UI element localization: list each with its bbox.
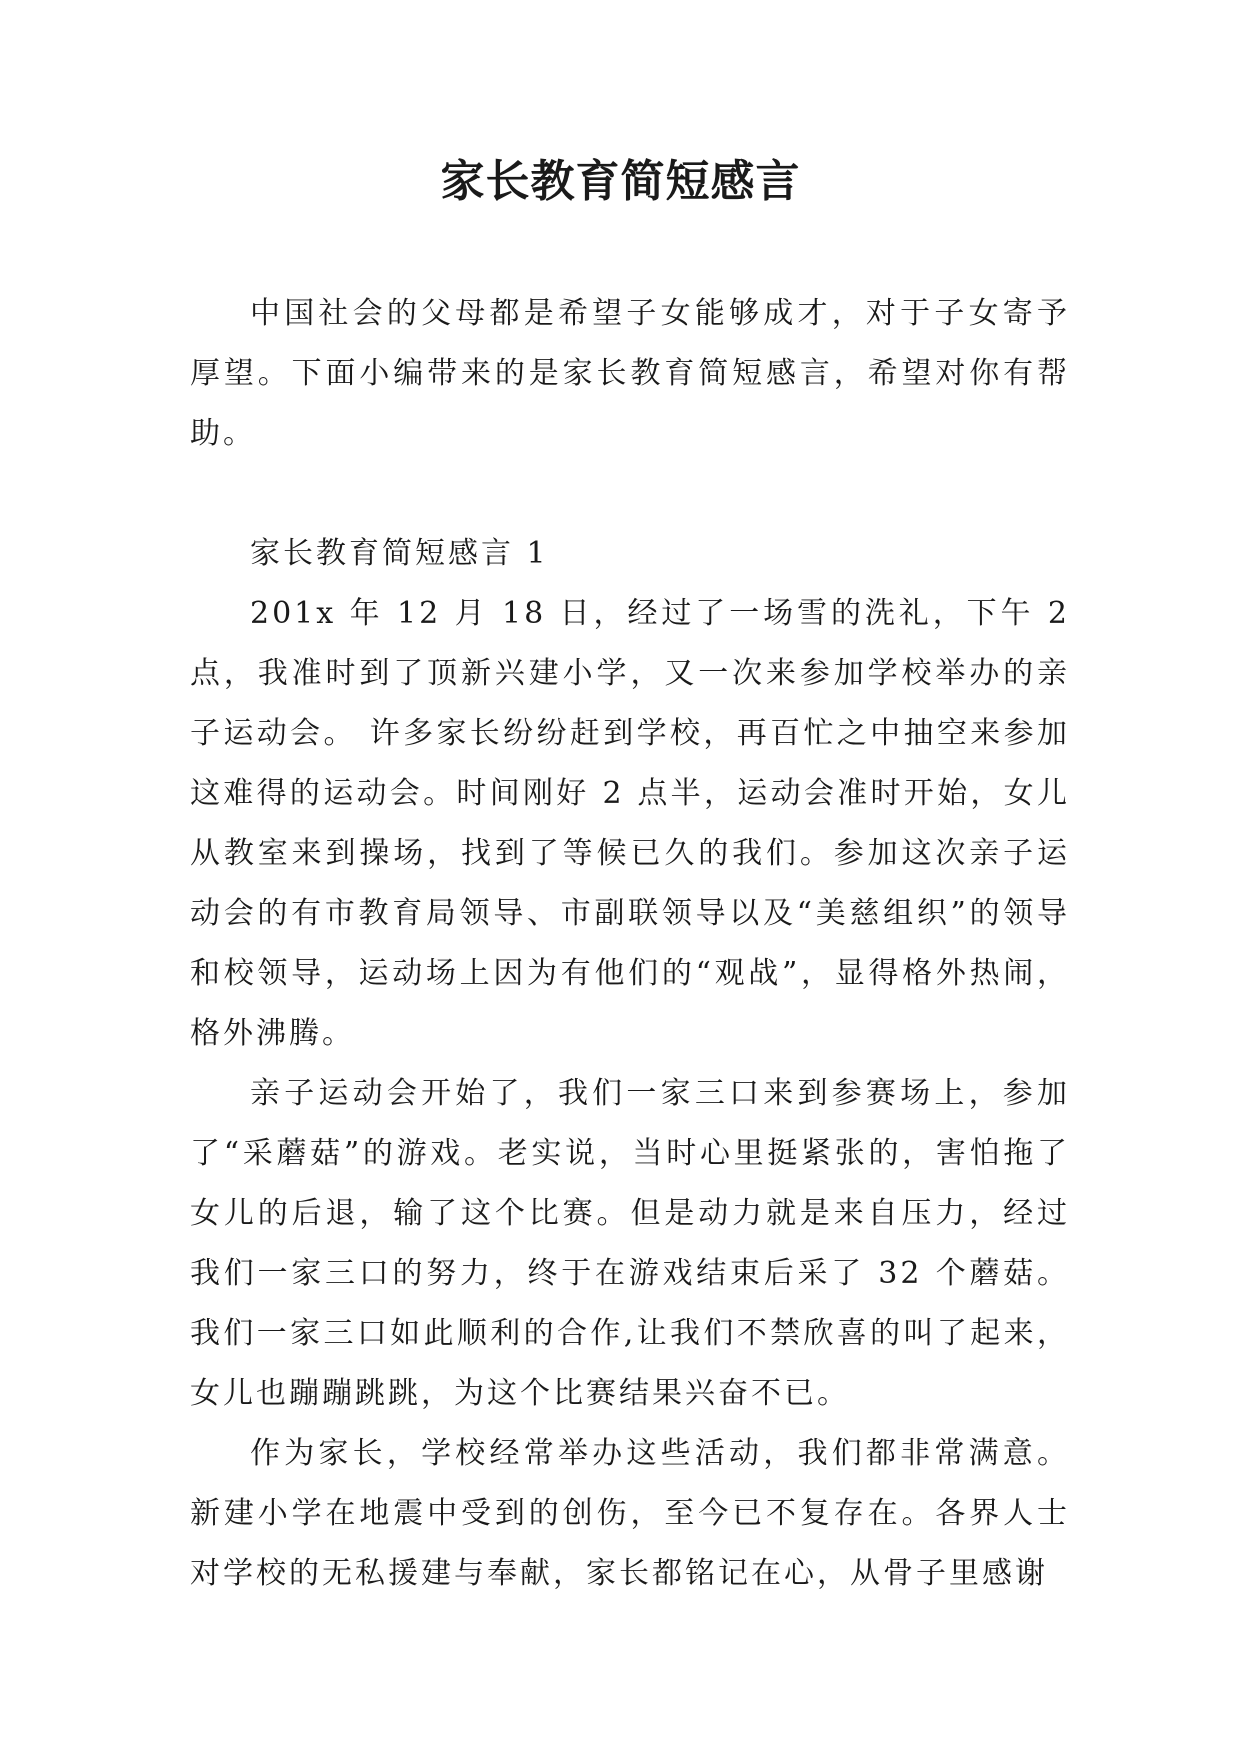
body-paragraph-2: 亲子运动会开始了，我们一家三口来到参赛场上，参加了“采蘑菇”的游戏。老实说，当时心里挺紧张的，害怕拖了女儿的后退，输了这个比赛。但是动力就是来自压力，经过我们一家三口的努力，终于在游戏结束后采了 32 个蘑菇。我们一家三口如此顺利的合作,让我们不禁欣喜的叫了起来，女儿也蹦蹦跳跳，为这个比赛结果兴奋不已。	[190, 1076, 1070, 1411]
body-paragraph-1: 201x 年 12 月 18 日，经过了一场雪的洗礼，下午 2 点，我准时到了顶新兴建小学，又一次来参加学校举办的亲子运动会。 许多家长纷纷赶到学校，再百忙之中抽空来参加这难得的运动会。时间刚好 2 点半，运动会准时开始，女儿从教室来到操场，找到了等候已久的我们。参加这次亲子运动会的有市教育局领导、市副联领导以及“美慈组织”的领导和校领导，运动场上因为有他们的“观战”，显得格外热闹，格外沸腾。	[190, 596, 1070, 1051]
body-paragraph-3: 作为家长，学校经常举办这些活动，我们都非常满意。新建小学在地震中受到的创伤，至今已不复存在。各界人士对学校的无私援建与奉献，家长都铭记在心，从骨子里感谢	[190, 1436, 1070, 1591]
section-heading: 家长教育简短感言 1	[250, 536, 549, 571]
intro-paragraph: 中国社会的父母都是希望子女能够成才，对于子女寄予厚望。下面小编带来的是家长教育简短感言，希望对你有帮助。	[190, 296, 1070, 451]
paragraph-spacer	[190, 464, 1070, 524]
page-title: 家长教育简短感言	[440, 156, 801, 207]
document-body	[190, 284, 1070, 1604]
